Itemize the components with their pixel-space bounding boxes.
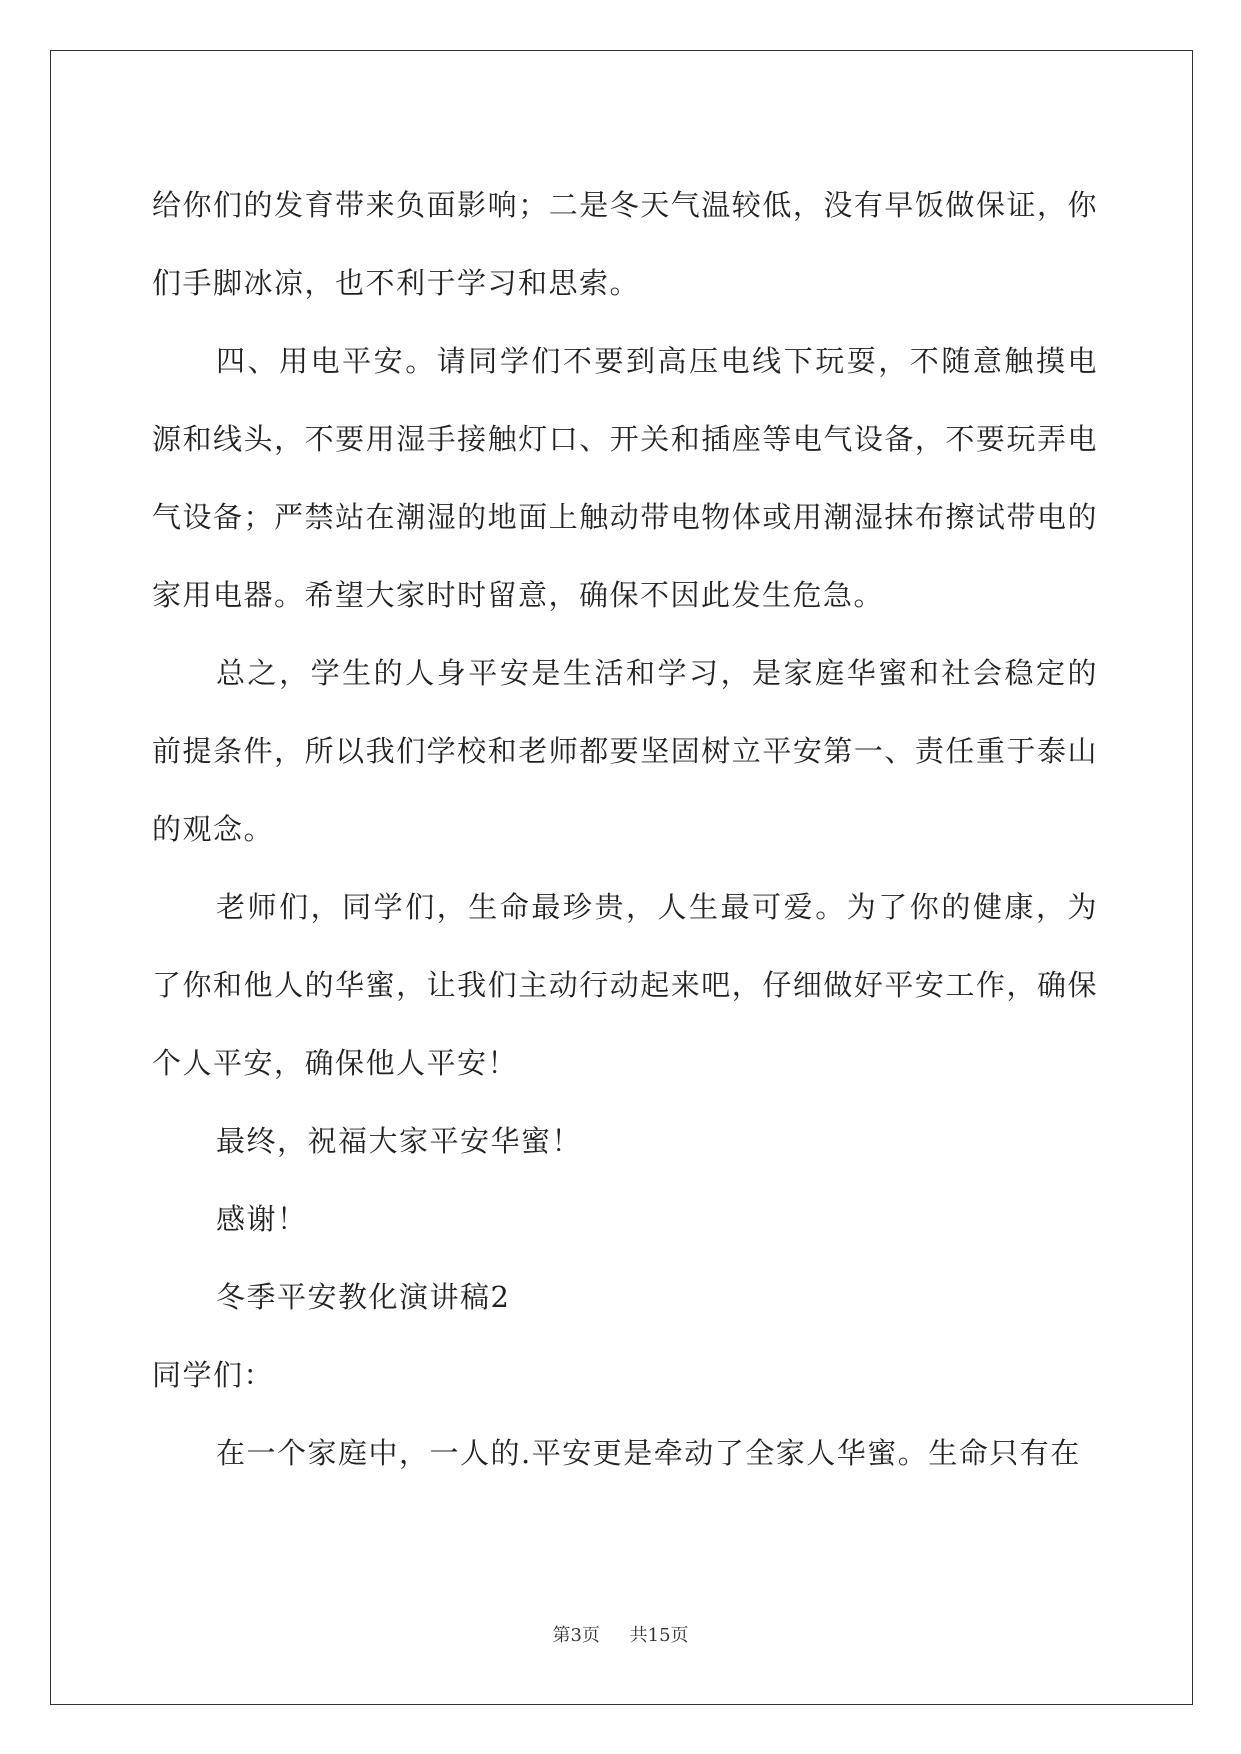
paragraph: 感谢！ [216,1202,308,1236]
salutation: 同学们： [152,1358,275,1392]
paragraph: 最终，祝福大家平安华蜜！ [216,1124,583,1158]
paragraph: 总之，学生的人身平安是生活和学习，是家庭华蜜和社会稳定的前提条件，所以我们学校和老师都要坚固树立平安第一、责任重于泰山的观念。 [152,656,1098,846]
page-total: 共15页 [629,1625,689,1646]
paragraph: 老师们，同学们，生命最珍贵，人生最可爱。为了你的健康，为了你和他人的华蜜，让我们主动行动起来吧，仔细做好平安工作，确保个人平安，确保他人平安！ [152,890,1098,1080]
section-heading: 冬季平安教化演讲稿2 [216,1280,511,1314]
paragraph: 在一个家庭中，一人的.平安更是牵动了全家人华蜜。生命只有在 [216,1436,1081,1470]
page-footer [0,1621,1241,1647]
paragraph: 四、用电平安。请同学们不要到高压电线下玩耍，不随意触摸电源和线头，不要用湿手接触灯口、开关和插座等电气设备，不要玩弄电气设备；严禁站在潮湿的地面上触动带电物体或用潮湿抹布擦试带电的家用电器。希望大家时时留意，确保不因此发生危急。 [152,344,1098,612]
document-body [152,166,1098,1492]
paragraph: 给你们的发育带来负面影响；二是冬天气温较低，没有早饭做保证，你们手脚冰凉，也不利于学习和思索。 [152,188,1098,300]
page-number: 第3页 [552,1625,600,1646]
